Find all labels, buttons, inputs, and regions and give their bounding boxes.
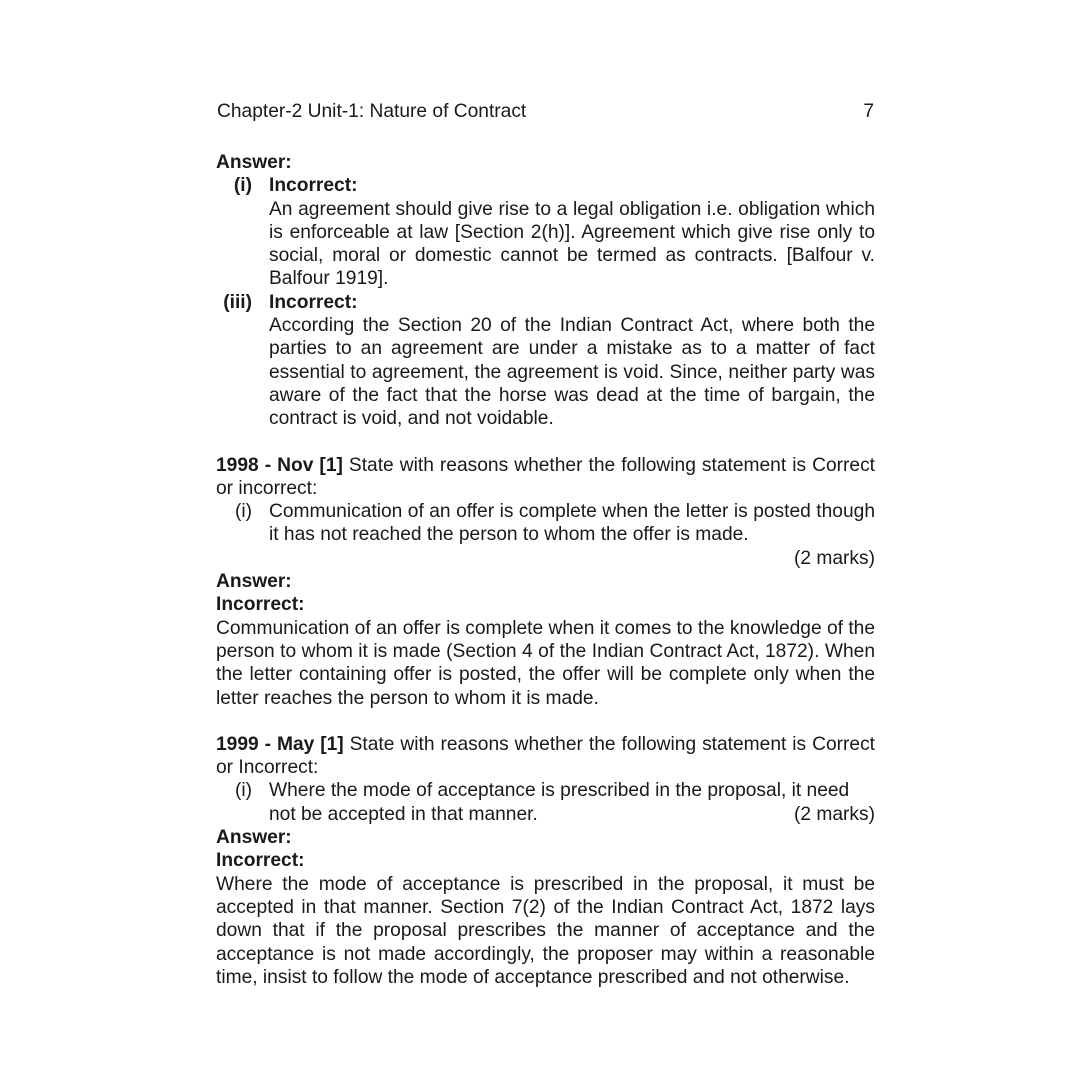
chapter-title: Chapter-2 Unit-1: Nature of Contract bbox=[217, 101, 527, 122]
item-statement-line2-row bbox=[269, 803, 875, 826]
question-ref: 1998 - Nov [1] bbox=[216, 454, 343, 476]
item-explanation: An agreement should give rise to a legal obligation i.e. obligation which is enforceable at law [Section 2(h)]. Agreement which give rise only to social, moral or domestic cannot be termed as contracts. [Balfour v. Balfour 1919]. bbox=[269, 198, 875, 290]
item-statement-line1: Where the mode of acceptance is prescribed in the proposal, it need bbox=[269, 780, 850, 802]
answer-text: Communication of an offer is complete when it comes to the knowledge of the person to whom it is made (Section 4 of the Indian Contract Act, 1872). When the letter containing offer is posted, the offer will be complete only when the letter reaches the person to whom it is made. bbox=[216, 617, 875, 709]
question-item bbox=[216, 500, 875, 547]
page-header bbox=[217, 100, 874, 124]
question-1998-nov bbox=[216, 454, 875, 501]
question-ref: 1999 - May [1] bbox=[216, 733, 344, 755]
item-statement: Communication of an offer is complete when the letter is posted though it has not reached the person to whom the offer is made. bbox=[269, 501, 875, 546]
answer-verdict: Incorrect: bbox=[216, 594, 305, 616]
question-text: State with reasons whether the following statement is Correct or incorrect: bbox=[216, 454, 876, 499]
question-1999-may bbox=[216, 733, 875, 780]
item-number: (i) bbox=[234, 780, 252, 802]
answer-item-i bbox=[216, 174, 875, 290]
question-text: State with reasons whether the following statement is Correct or Incorrect: bbox=[216, 733, 875, 779]
answer-label: Answer: bbox=[216, 827, 292, 849]
spacer bbox=[216, 431, 875, 454]
page-number: 7 bbox=[863, 101, 874, 122]
answer-label: Answer: bbox=[216, 571, 292, 593]
item-number: (iii) bbox=[223, 291, 252, 313]
item-number: (i) bbox=[233, 175, 252, 197]
answer-label: Answer: bbox=[216, 152, 292, 173]
answer-text: Where the mode of acceptance is prescribed in the proposal, it must be accepted in that manner. Section 7(2) of the Indian Contract Act, 1872 lays down that if the proposal prescribes the manner of acceptance and the acceptance is not made accordingly, the proposer may within a reasonable time, insist to follow the mode of acceptance prescribed and not otherwise. bbox=[216, 873, 875, 988]
marks: (2 marks) bbox=[793, 803, 875, 825]
marks: (2 marks) bbox=[793, 547, 875, 569]
page-content bbox=[216, 151, 875, 989]
item-statement-line2: not be accepted in that manner. bbox=[269, 803, 538, 825]
item-verdict: Incorrect: bbox=[269, 175, 358, 197]
item-number: (i) bbox=[234, 501, 252, 523]
question-item bbox=[216, 779, 875, 826]
item-explanation: According the Section 20 of the Indian Contract Act, where both the parties to an agreement are under a mistake as to a matter of fact essential to agreement, the agreement is void. Since, neither party was aware of the fact that the horse was dead at the time of bargain, the contract is void, and not voidable. bbox=[269, 315, 875, 430]
spacer bbox=[216, 710, 875, 733]
item-verdict: Incorrect: bbox=[269, 291, 358, 313]
answer-item-iii bbox=[216, 291, 875, 431]
answer-verdict: Incorrect: bbox=[216, 850, 305, 872]
